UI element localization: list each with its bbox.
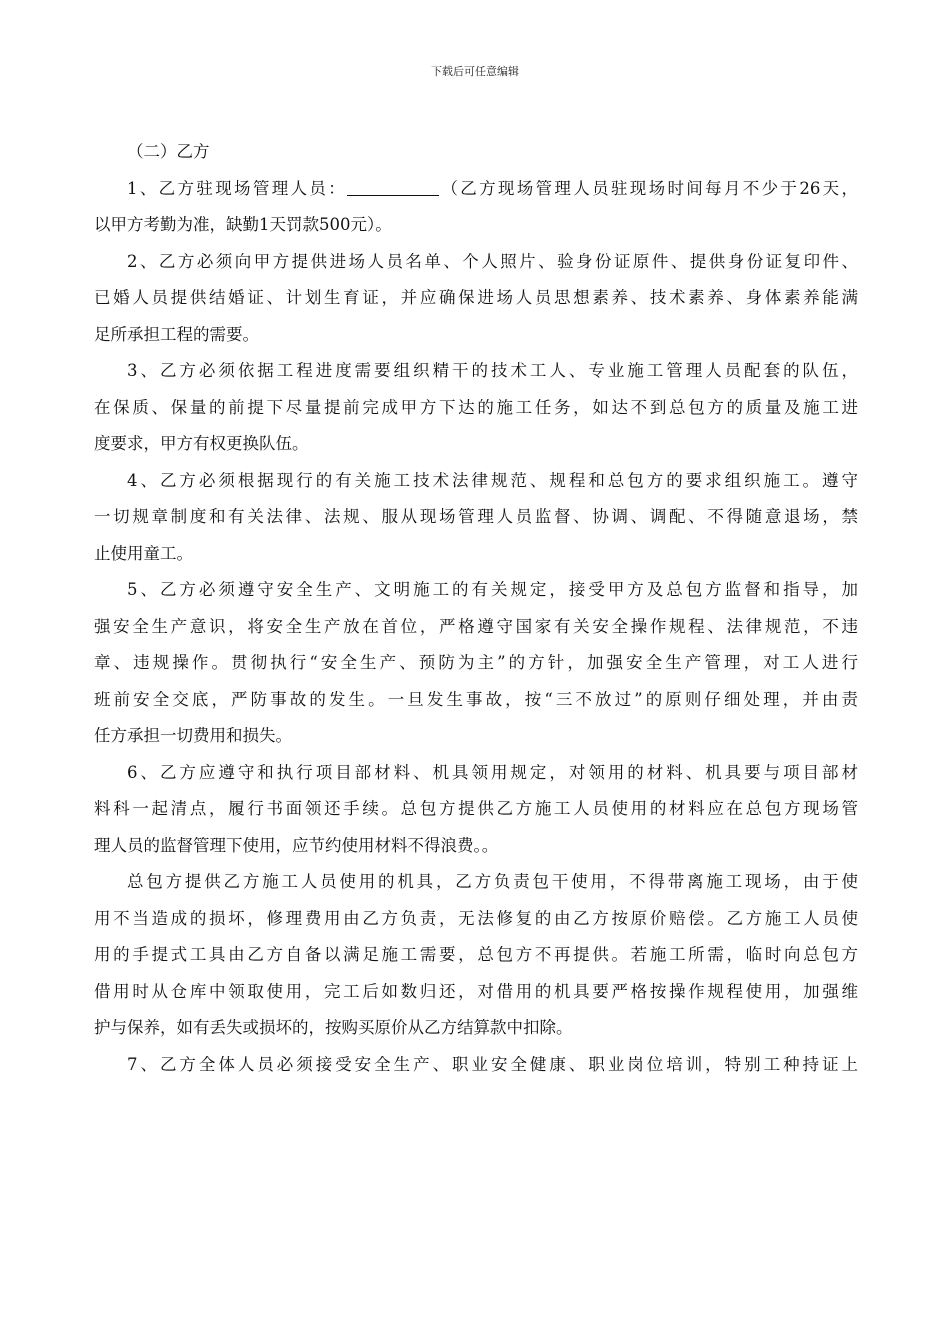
page-header: 下载后可任意编辑 [431,65,519,78]
paragraph-2-line-3: 足所承担工程的需要。 [94,324,259,344]
paragraph-4-line-3: 止使用童工。 [94,543,193,563]
paragraph-3-line-2: 在保质、保量的前提下尽量提前完成甲方下达的施工任务，如达不到总包方的质量及施工进 [94,397,858,417]
paragraph-7-line-5: 护与保养，如有丢失或损坏的，按购买原价从乙方结算款中扣除。 [94,1018,573,1037]
clause-text: 1、乙方驻现场管理人员： [127,178,348,198]
paragraph-8-line-1: 7、乙方全体人员必须接受安全生产、职业安全健康、职业岗位培训，特别工种持证上 [127,1054,858,1074]
paragraph-1-line-1 [94,171,858,208]
paragraph-7-line-1: 总包方提供乙方施工人员使用的机具，乙方负责包干使用，不得带离施工现场，由于使 [127,872,858,891]
paragraph-3-line-3: 度要求，甲方有权更换队伍。 [94,434,309,453]
clause-text: （乙方现场管理人员驻现场时间每月不少于26天， [439,178,858,198]
paragraph-7-line-4: 借用时从仓库中领取使用，完工后如数归还，对借用的机具要严格按操作规程使用，加强维 [94,981,858,1001]
paragraph-6-line-3: 理人员的监督管理下使用，应节约使用材料不得浪费。。 [94,835,499,855]
paragraph-7-line-3: 用的手提式工具由乙方自备以满足施工需要，总包方不再提供。若施工所需，临时向总包方 [94,945,858,964]
document-body [94,134,858,1083]
paragraph-5-line-4: 班前安全交底，严防事故的发生。一旦发生事故，按“三不放过”的原则仔细处理，并由责 [94,689,858,709]
paragraph-5-line-3: 章、违规操作。贯彻执行“安全生产、预防为主”的方针，加强安全生产管理，对工人进行 [94,653,858,672]
paragraph-7-line-2: 用不当造成的损坏，修理费用由乙方负责，无法修复的由乙方按原价赔偿。乙方施工人员使 [94,908,858,928]
paragraph-3-line-1: 3、乙方必须依据工程进度需要组织精干的技术工人、专业施工管理人员配套的队伍， [127,361,858,380]
paragraph-4-line-1: 4、乙方必须根据现行的有关施工技术法律规范、规程和总包方的要求组织施工。遵守 [127,470,858,490]
paragraph-6-line-1: 6、乙方应遵守和执行项目部材料、机具领用规定，对领用的材料、机具要与项目部材 [127,762,858,782]
paragraph-2-line-2: 已婚人员提供结婚证、计划生育证，并应确保进场人员思想素养、技术素养、身体素养能满 [94,288,858,307]
fill-in-blank[interactable] [347,177,439,196]
section-title: （二）乙方 [127,142,210,161]
paragraph-5-line-5: 任方承担一切费用和损失。 [94,726,292,745]
paragraph-5-line-2: 强安全生产意识，将安全生产放在首位，严格遵守国家有关安全操作规程、法律规范，不违 [94,616,858,636]
paragraph-4-line-2: 一切规章制度和有关法律、法规、服从现场管理人员监督、协调、调配、不得随意退场，禁 [94,507,858,526]
paragraph-5-line-1: 5、乙方必须遵守安全生产、文明施工的有关规定，接受甲方及总包方监督和指导，加 [127,580,858,599]
paragraph-6-line-2: 料科一起清点，履行书面领还手续。总包方提供乙方施工人员使用的材料应在总包方现场管 [94,799,858,818]
paragraph-1-line-2: 以甲方考勤为准，缺勤1天罚款500元）。 [94,215,392,234]
paragraph-2-line-1: 2、乙方必须向甲方提供进场人员名单、个人照片、验身份证原件、提供身份证复印件、 [127,251,858,271]
